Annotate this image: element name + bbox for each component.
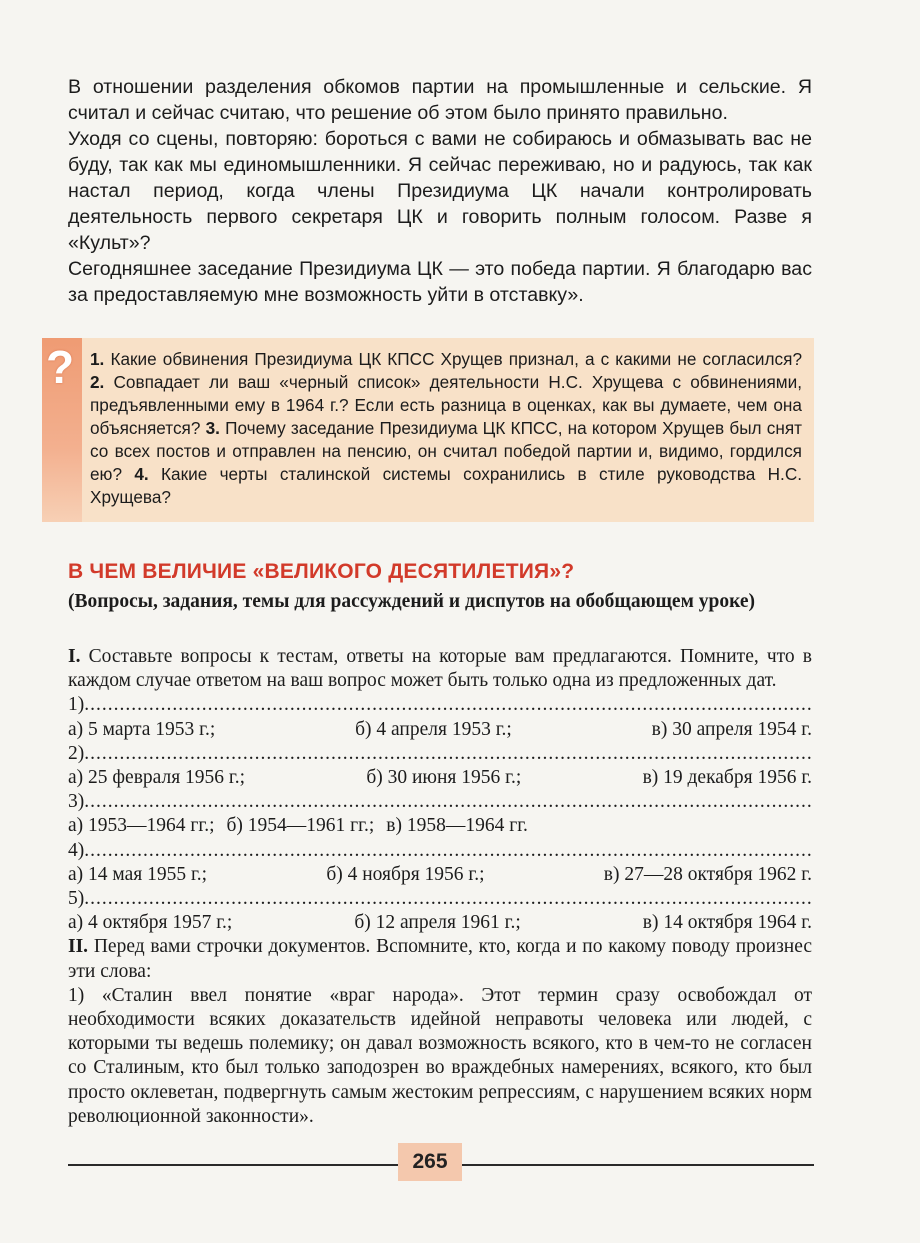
task-1-intro: I. Составьте вопросы к тестам, ответы на которые вам предлагаются. Помните, что в каждом случае ответом на ваш вопрос может быть только одна из предложенных дат. <box>68 646 812 692</box>
quote-paragraph: Сегодняшнее заседание Президиума ЦК — это победа партии. Я благодарю вас за предоставляемую мне возможность уйти в отставку». <box>68 258 812 306</box>
test-blank-row: 3) ..... <box>68 790 812 814</box>
tasks-block <box>68 645 812 1129</box>
quote-paragraph: В отношении разделения обкомов партии на промышленные и сельские. Я считал и сейчас считаю, что решение об этом было принято правильно. <box>68 76 812 124</box>
question-mark-icon: ? <box>42 338 82 522</box>
section-title: В ЧЕМ ВЕЛИЧИЕ «ВЕЛИКОГО ДЕСЯТИЛЕТИЯ»? <box>68 560 575 583</box>
answer-options-row: а) 1953—1964 гг.; б) 1954—1961 гг.; в) 1958—1964 гг. <box>68 815 528 837</box>
answer-options-row: а) 14 мая 1955 г.; б) 4 ноября 1956 г.; в) 27—28 октября 1962 г. <box>68 863 812 885</box>
task-2-intro: II. Перед вами строчки документов. Вспомните, кто, когда и по какому поводу произнес эти слова: <box>68 936 813 982</box>
answer-options-row: а) 25 февраля 1956 г.; б) 30 июня 1956 г.; в) 19 декабря 1956 г. <box>68 767 812 789</box>
page-number: 265 <box>398 1143 462 1181</box>
test-blank-row: 5) ..... <box>68 887 812 911</box>
khrushchev-quote <box>68 74 812 308</box>
test-blank-row: 1) ..... <box>68 693 812 717</box>
quote-paragraph: Уходя со сцены, повторяю: бороться с вами не собираюсь и обмазывать вас не буду, так как мы единомышленники. Я сейчас переживаю, но и радуюсь, так как настал период, когда члены Президиума ЦК начали контролировать деятельность первого секретаря ЦК и говорить полным голосом. Разве я «Культ»? <box>68 128 812 254</box>
section-subtitle: (Вопросы, задания, темы для рассуждений и диспутов на обобщающем уроке) <box>68 591 755 612</box>
document-quote-1: 1) «Сталин ввел понятие «враг народа». Этот термин сразу освобождал от необходимости всяких доказательств идейной неправоты человека или людей, с которыми ты ведешь полемику; он давал возможность всякого, кто в чем-то не согласен со Сталиным, кто был только заподозрен во враждебных намерениях, всякого, кто был просто оклеветан, подвергнуть самым жестоким репрессиям, с нарушением всяких норм революционной законности». <box>68 984 812 1127</box>
answer-options-row: а) 5 марта 1953 г.; б) 4 апреля 1953 г.; в) 30 апреля 1954 г. <box>68 718 812 740</box>
questions-text: 1. Какие обвинения Президиума ЦК КПСС Хрущев признал, а с какими не согласился? 2. Совпадает ли ваш «черный список» деятельности Н.С. Хрущева с обвинениями, предъявленными ему в 1964 г.? Если есть разница в оценках, как вы думаете, чем она объясняется? 3. Почему заседание Президиума ЦК КПСС, на котором Хрущев был снят со всех постов и отправлен на пенсию, он считал победой партии и, видимо, гордился ею? 4. Какие черты сталинской системы сохранились в стиле руководства Н.С. Хрущева? <box>90 349 803 507</box>
answer-options-row: а) 4 октября 1957 г.; б) 12 апреля 1961 г.; в) 14 октября 1964 г. <box>68 912 812 934</box>
test-blank-row: 2) ..... <box>68 742 812 766</box>
test-blank-row: 4) ..... <box>68 839 812 863</box>
questions-box <box>42 338 814 522</box>
